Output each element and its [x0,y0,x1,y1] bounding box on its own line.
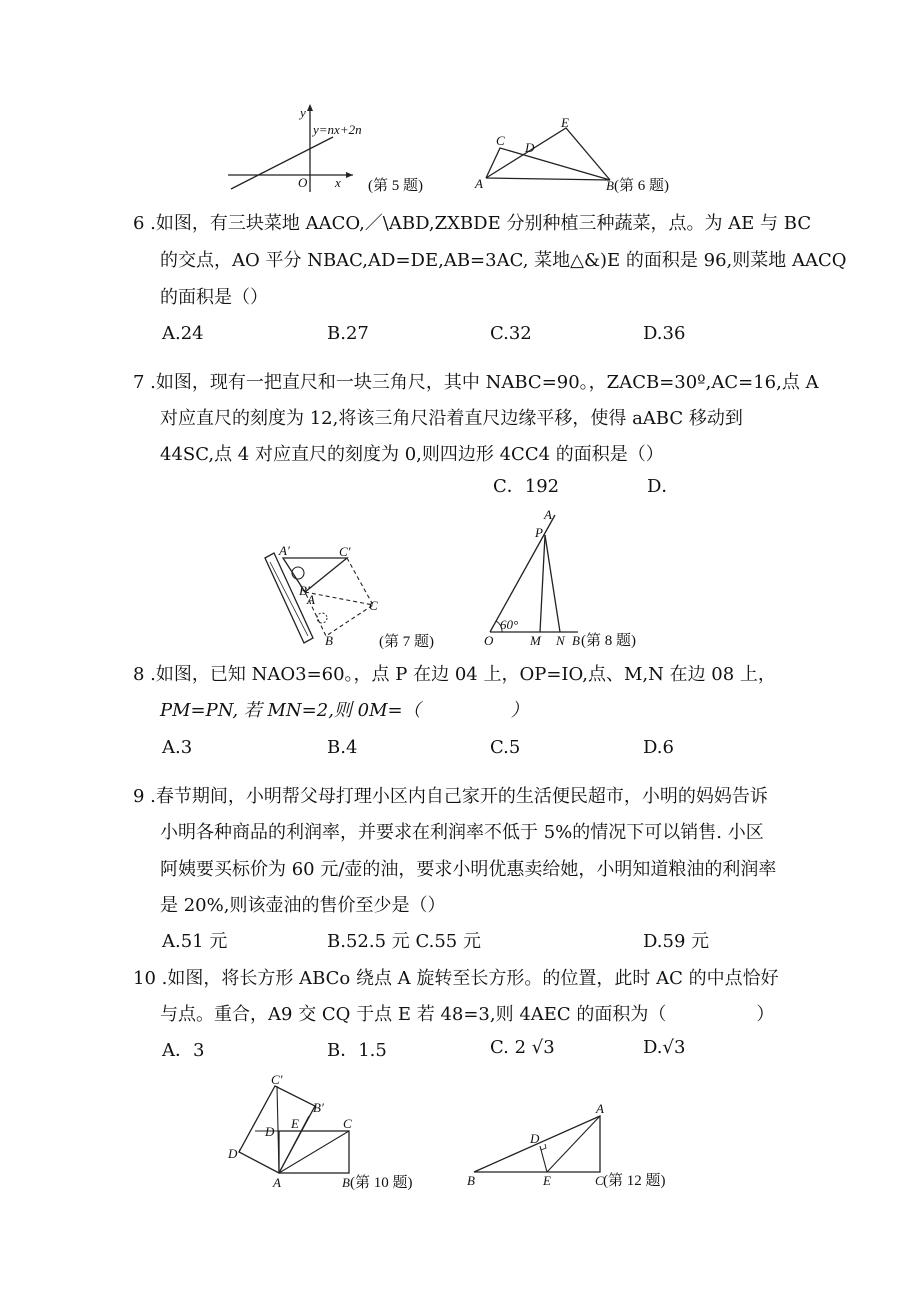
fig6-label-d: D [525,140,535,155]
q6-option-d: D.36 [643,323,686,344]
fig8-label-b: B [572,633,580,648]
fig10-label-d: D [265,1124,275,1139]
q10-option-a: A．3 [162,1040,205,1061]
q8-line-2: PM=PN, 若 MN=2,则 0M=（ ） [160,700,529,721]
fig6-caption: (第 6 题) [614,178,669,194]
fig8-label-o: O [484,633,494,648]
figure-6 [470,112,690,197]
fig10-label-d-prime: D′ [228,1146,241,1161]
q8-line-1: 8 .如图，已知 NAO3=60。，点 P 在边 04 上，OP=IO,点、M,N 在边 08 上， [133,664,776,685]
q7-line-2: 对应直尺的刻度为 12,将该三角尺沿着直尺边缘平移，使得 aABC 移动到 [160,408,743,429]
fig7-caption: (第 7 题) [379,634,434,650]
q9-line-1: 9 .春节期间，小明帮父母打理小区内自己家开的生活便民超市，小明的妈妈告诉 [133,786,768,807]
q9-line-2: 小明各种商品的利润率，并要求在利润率不低于 5%的情况下可以销售. 小区 [160,822,764,843]
figure-5 [225,100,465,195]
fig7-label-a-prime: A′ [279,543,290,558]
fig5-origin-label: O [298,175,308,190]
q8-option-a: A.3 [162,737,193,758]
fig7-label-c-prime: C′ [339,544,351,559]
fig6-label-a: A [475,176,483,191]
fig8-label-p: P [535,525,543,540]
fig12-label-d: D [530,1131,540,1146]
q9-line-3: 阿姨要买标价为 60 元/壶的油，要求小明优惠卖给她，小明知道粮油的利润率 [160,859,777,880]
fig7-label-a: A [307,592,315,607]
q8-option-c: C.5 [490,737,521,758]
figure-10 [225,1072,445,1197]
figure-7 [255,540,465,660]
fig12-label-b: B [467,1173,475,1188]
fig10-caption: (第 10 题) [350,1175,413,1191]
fig7-label-b: B [325,633,333,648]
fig10-label-c-prime: C′ [271,1072,283,1087]
fig8-angle-label: 60° [500,617,519,632]
fig10-label-b-prime: B′ [313,1100,324,1115]
q8-option-b: B.4 [327,737,358,758]
fig12-label-c: C [595,1173,604,1188]
q6-line-1: 6 .如图，有三块菜地 AACO,／\ABD,ZXBDE 分别种植三种蔬菜，点。为 AE 与 BC [133,213,812,234]
q7-option-d: D． [647,476,680,497]
fig6-label-c: C [496,133,505,148]
figure-8 [480,505,660,655]
q7-line-1: 7 .如图，现有一把直尺和一块三角尺，其中 NABC=90。，ZACB=30º,AC=16,点 A [133,372,819,393]
fig7-label-c: C [369,598,378,613]
fig10-label-e: E [291,1116,299,1131]
q7-line-3: 44SC,点 4 对应直尺的刻度为 0,则四边形 4CC4 的面积是（） [160,444,664,465]
fig5-caption: (第 5 题) [368,178,423,194]
fig8-label-n: N [556,633,565,648]
q6-option-b: B.27 [327,323,369,344]
fig6-label-b: B [606,178,614,193]
q10-line-2: 与点。重合，A9 交 CQ 于点 E 若 48=3,则 4AEC 的面积为（ ） [160,1004,775,1025]
q6-line-2: 的交点，AO 平分 NBAC,AD=DE,AB=3AC, 菜地△&)E 的面积是 96,则菜地 AACQ [160,250,847,271]
fig5-x-axis-label: x [335,175,341,190]
fig5-y-axis-label: y [300,105,306,120]
fig10-label-c: C [343,1116,352,1131]
q9-option-bc: B.52.5 元 C.55 元 [327,931,481,952]
q8-option-d: D.6 [643,737,674,758]
fig10-label-a: A [273,1175,281,1190]
q9-option-d: D.59 元 [643,931,710,952]
fig8-caption: (第 8 题) [581,633,636,649]
fig12-label-e: E [543,1173,551,1188]
q7-option-c: C．192 [493,476,560,497]
q10-option-b: B．1.5 [327,1040,387,1061]
fig12-label-a: A [596,1101,604,1116]
fig12-caption: (第 12 题) [603,1173,666,1189]
q6-option-c: C.32 [490,323,532,344]
fig10-label-b: B [342,1175,350,1190]
fig8-label-m: M [530,633,541,648]
fig5-line-label: y=nx+2n [313,122,362,137]
q9-option-a: A.51 元 [162,931,228,952]
q6-line-3: 的面积是（） [160,287,268,308]
figure-12 [462,1100,692,1195]
q9-line-4: 是 20%,则该壶油的售价至少是（） [160,895,446,916]
q10-option-d: D.√3 [643,1037,686,1058]
fig7-label-b-prime: B′ [299,583,310,598]
fig8-label-a: A [544,507,552,522]
q6-option-a: A.24 [162,323,204,344]
fig6-label-e: E [561,115,569,130]
q10-line-1: 10 .如图，将长方形 ABCo 绕点 A 旋转至长方形。的位置，此时 AC 的中点恰好 [133,968,779,989]
q10-option-c: C. 2 √3 [490,1037,555,1058]
